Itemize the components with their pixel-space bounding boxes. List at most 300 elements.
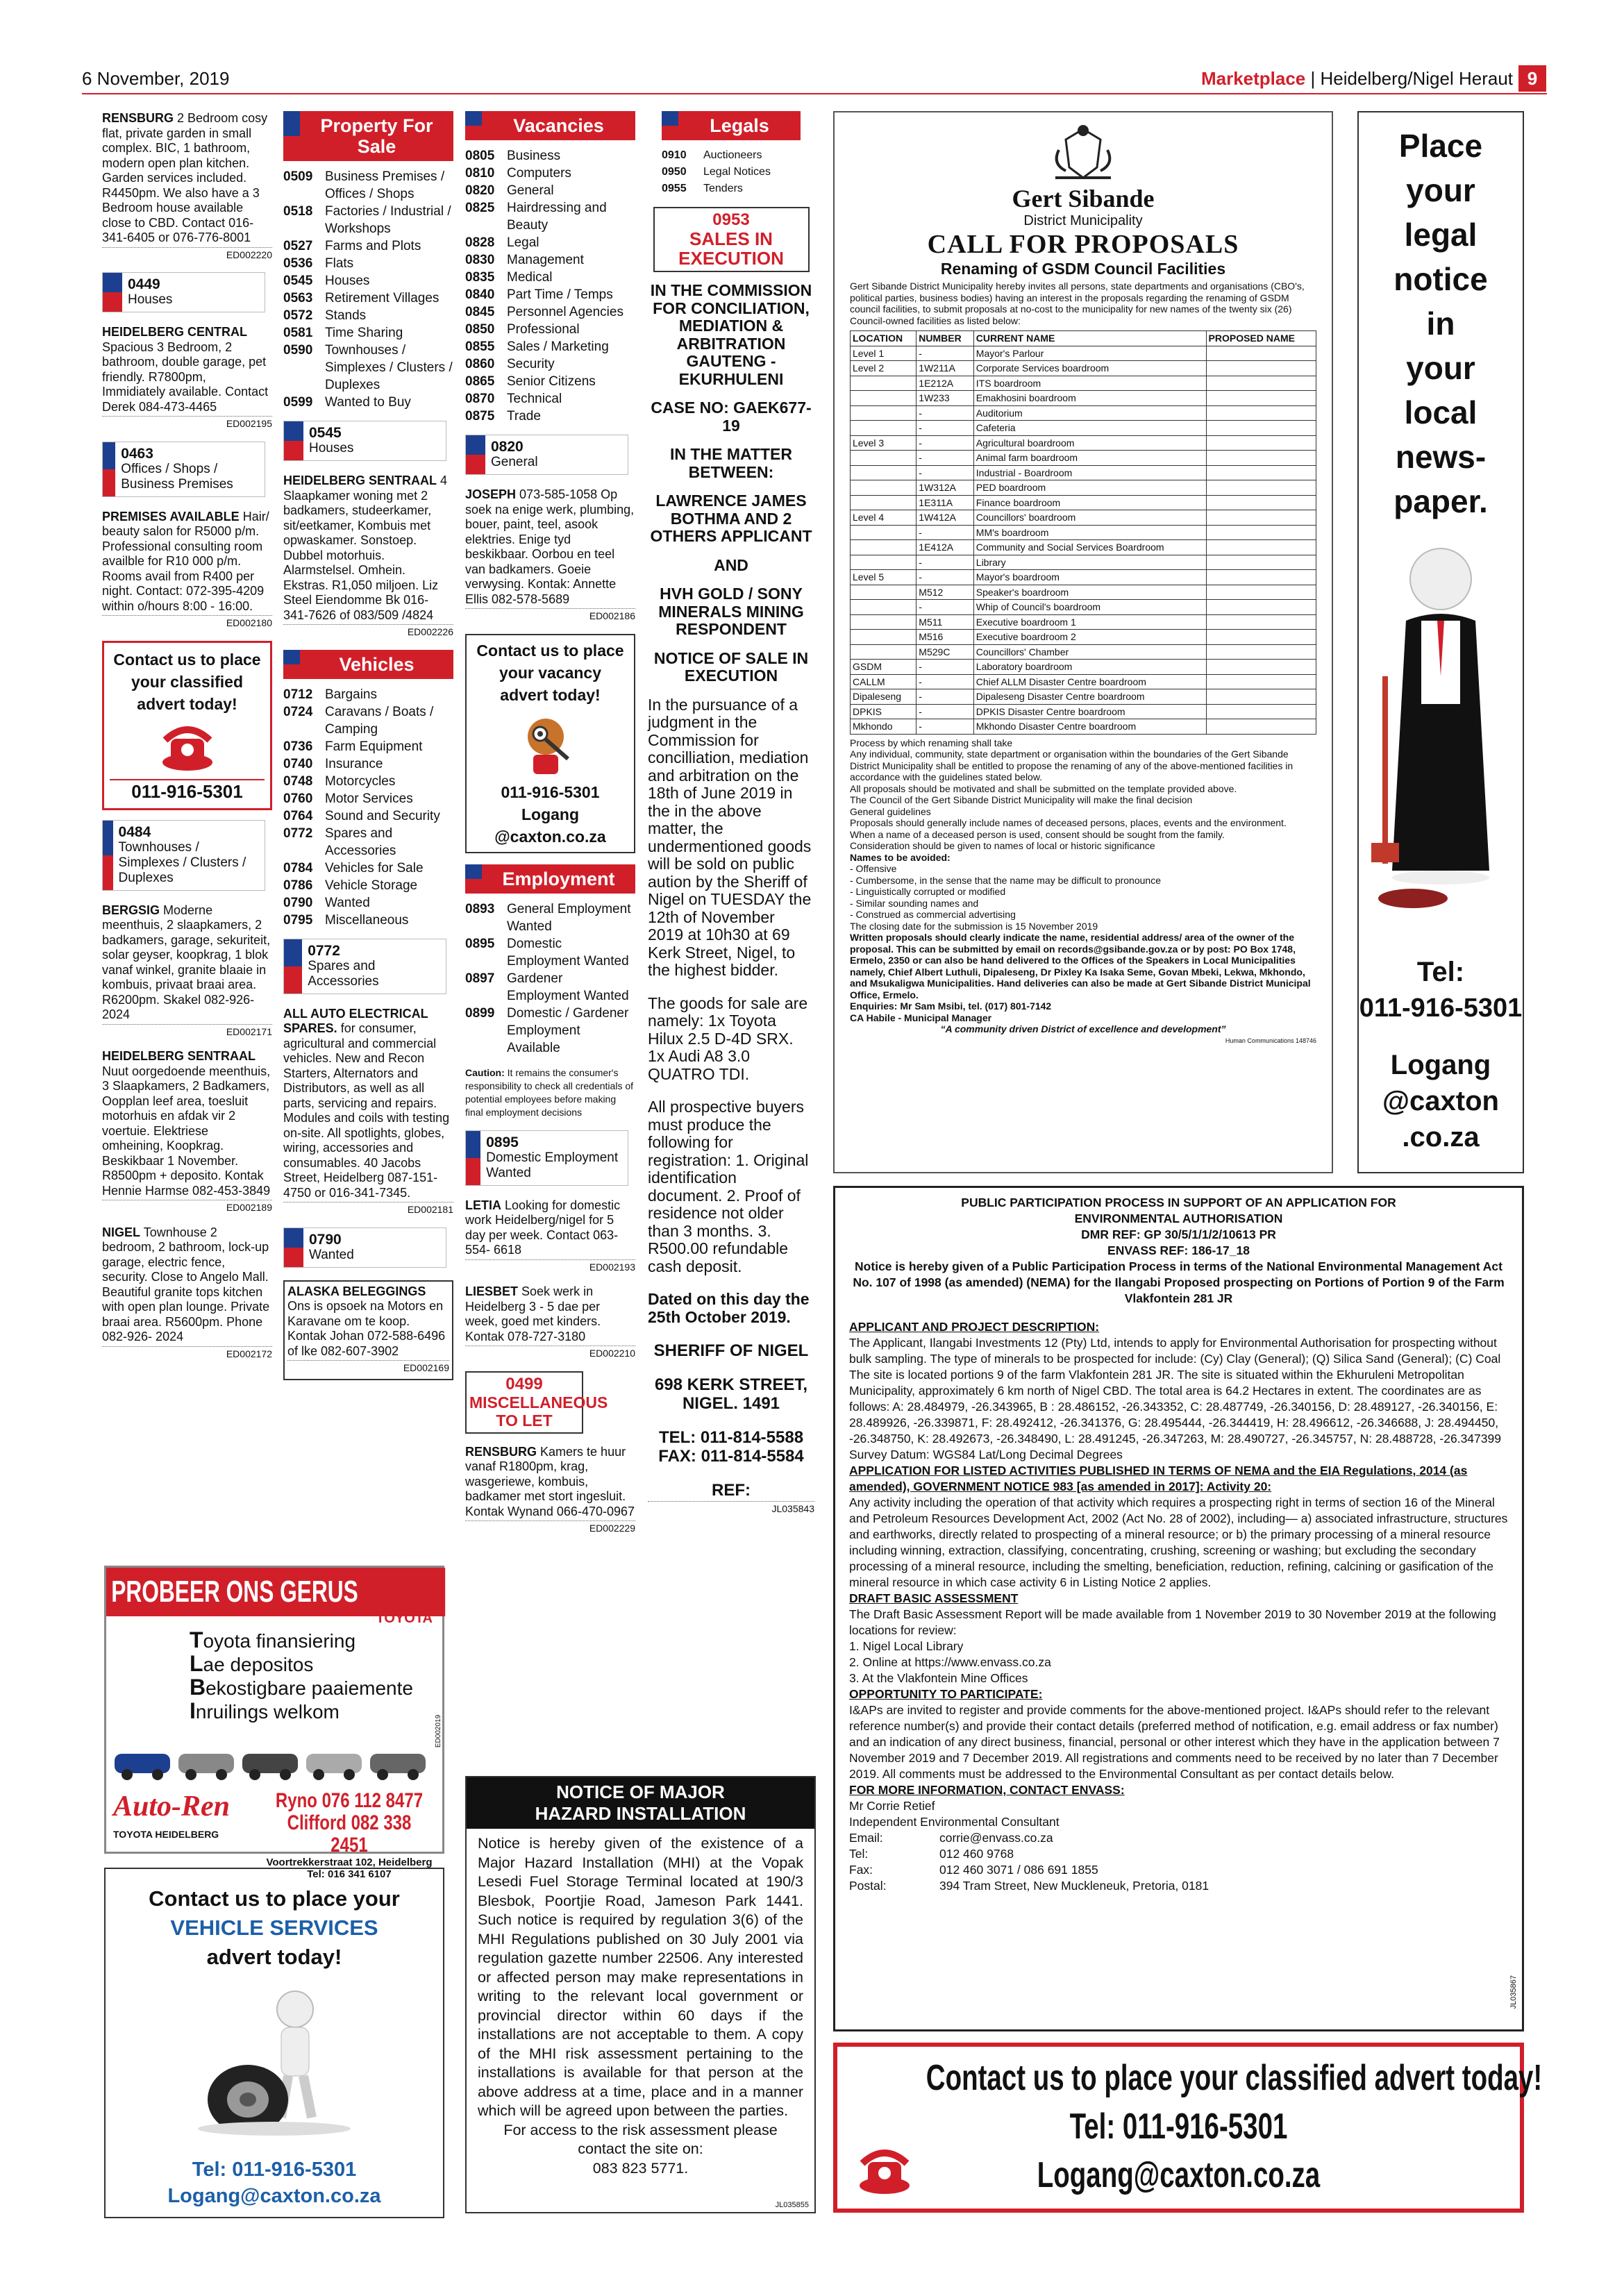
promo-word: news-: [1395, 439, 1487, 475]
promo-heading: [1359, 124, 1523, 523]
category-number: 0810: [465, 166, 495, 181]
list-item[interactable]: [283, 825, 453, 860]
court-heading: IN THE MATTER BETWEEN:: [670, 445, 792, 481]
category-number: 0590: [283, 343, 313, 358]
contact-value: corrie@envass.co.za: [939, 1831, 1053, 1845]
table-cell: Dipaleseng: [851, 689, 916, 705]
promo-contact-name: Logang: [1390, 1050, 1491, 1080]
section-header: [1201, 68, 1513, 90]
header-rule: [82, 93, 1547, 94]
category-label: Vehicle Storage: [325, 878, 418, 893]
table-row: [851, 510, 1316, 526]
notice-body: In the pursuance of a judgment in the Commission for concilliation, mediation and arbitration on the 18th of June 2019 in the in the above matter, the undermentioned goods will be sold on public aution by the Sheriff of Nigel on TUESDAY the 12th of November 2019 at 10h30 at 69 Kerk Street, Nigel, to the highest bidder.: [648, 695, 812, 979]
category-number: 0572: [283, 308, 313, 323]
section-name: Marketplace: [1200, 68, 1306, 89]
table-cell: Level 2: [851, 361, 916, 376]
table-cell: Councillors' Chamber: [973, 644, 1206, 660]
list-item[interactable]: [283, 894, 453, 912]
guidelines: [850, 737, 1316, 852]
ad-reference: JL035843: [648, 1501, 814, 1517]
classified-ad: RENSBURG Kamers te huur vanaf R1800pm, krag, wasgeriewe, kombuis, badkamer met stort ingesluit. Kontak Wynand 066-470-0967 ED002229: [465, 1445, 635, 1536]
list-item[interactable]: [465, 251, 635, 269]
table-cell: -: [916, 346, 973, 361]
list-item[interactable]: [283, 237, 453, 255]
list-item[interactable]: [283, 773, 453, 790]
court-heading: NOTICE OF SALE IN EXECUTION: [653, 648, 809, 685]
phone-icon: [850, 2137, 919, 2199]
category-label: Business Premises / Offices / Shops: [325, 169, 445, 201]
category-tile-spares[interactable]: 0772 Spares and Accessories: [283, 939, 446, 994]
category-number: 0518: [283, 204, 313, 219]
category-number: 0712: [283, 687, 313, 702]
sheriff-name: SHERIFF OF NIGEL: [653, 1341, 809, 1360]
guideline-text: All proposals should be motivated and shall be submitted on the template provided above.: [850, 782, 1237, 794]
contact-row: [849, 1862, 1508, 1878]
table-row: [851, 674, 1316, 689]
category-tile-offices[interactable]: 0463 Offices / Shops / Business Premises: [102, 442, 265, 497]
table-cell: [851, 451, 916, 466]
table-row: [851, 704, 1316, 719]
table-cell: Mkhondo Disaster Centre boardroom: [973, 719, 1206, 735]
list-item[interactable]: [283, 272, 453, 290]
table-cell: Finance boardroom: [973, 495, 1206, 510]
guideline-text: The Council of the Gert Sibande District Municipality will make the final decision: [850, 794, 1193, 805]
table-cell: 1E311A: [916, 495, 973, 510]
mhi-notice: [465, 1776, 816, 2213]
table-cell: 1W233: [916, 391, 973, 406]
category-label: General Employment Wanted: [507, 901, 631, 934]
table-cell: Community and Social Services Boardroom: [973, 540, 1206, 555]
guideline-text: Process by which renaming shall take: [850, 737, 1013, 748]
table-cell: [851, 421, 916, 436]
promo-email-part1[interactable]: @caxton: [1382, 1086, 1499, 1116]
category-label: Management: [507, 253, 584, 267]
list-item[interactable]: [283, 912, 453, 929]
feature-initial: I: [190, 1698, 196, 1723]
table-cell: -: [916, 421, 973, 436]
list-item[interactable]: [283, 394, 453, 411]
list-item[interactable]: [465, 147, 635, 165]
notice-date: Dated on this day the 25th October 2019.: [648, 1290, 810, 1326]
list-item[interactable]: [465, 338, 635, 355]
category-number: 0825: [465, 201, 495, 215]
dealer-logo: Auto-Ren: [113, 1791, 231, 1822]
table-cell: [851, 585, 916, 600]
category-tile-houses[interactable]: 0545 Houses: [283, 421, 446, 461]
category-tile-wanted[interactable]: 0790 Wanted: [283, 1227, 446, 1268]
coat-of-arms-icon: [1045, 122, 1121, 185]
feature-text: nruilings welkom: [195, 1701, 340, 1723]
table-cell: DPKIS Disaster Centre boardroom: [973, 704, 1206, 719]
guideline-text: Proposals should generally include names of deceased persons, places, events and the environment.: [850, 817, 1287, 828]
contact-row: [849, 1846, 1508, 1862]
category-label: Townhouses / Simplexes / Clusters / Duplexes: [325, 343, 453, 392]
list-item[interactable]: [465, 373, 635, 390]
table-row: [851, 644, 1316, 660]
column-2: [283, 111, 453, 1390]
pp-consultant: Mr Corrie Retief: [849, 1799, 935, 1813]
pp-paragraph: Any activity including the operation of that activity which requires a prospecting right in terms of section 16 of the Mineral and Petroleum Resources Development Act, 2002 (Act No. 28 of 2002), including— a) associated infrastructure, structures and earthworks, directly related to prospecting of a mineral resource; or b) the primary processing of a mineral resource including winning, extraction, classifying, concentrating, crushing, screening or washing; but excluding the secondary processing of a mineral resource, including the smelting, beneficiation, reduction, refining, calcining or gasification of the mineral resource in which case activity 6 in Listing Notice 2 applies.: [849, 1495, 1508, 1589]
enquiries: Enquiries: Mr Sam Msibi, tel. (017) 801-7142: [850, 1000, 1052, 1012]
category-label: Legal: [507, 235, 539, 250]
table-cell: Corporate Services boardroom: [973, 361, 1206, 376]
notice-subtitle: Renaming of GSDM Council Facilities: [940, 260, 1226, 278]
category-label: General: [507, 183, 554, 198]
column-1: [102, 111, 272, 1371]
list-item[interactable]: [465, 321, 635, 338]
table-cell: [1206, 570, 1316, 585]
list-item[interactable]: [283, 790, 453, 807]
category-number: 0910: [662, 149, 687, 161]
table-cell: Level 5: [851, 570, 916, 585]
municipal-manager: CA Habile - Municipal Manager: [850, 1012, 992, 1023]
table-cell: Mayor's boardroom: [973, 570, 1206, 585]
table-cell: [1206, 674, 1316, 689]
list-item[interactable]: [465, 970, 635, 1005]
table-row: [851, 719, 1316, 735]
table-cell: 1W412A: [916, 510, 973, 526]
banner-email[interactable]: Logang@caxton.co.za: [1037, 2155, 1321, 2195]
classified-ad: ALL AUTO ELECTRICAL SPARES. for consumer, agricultural and commercial vehicles. New and Recon Starters, Alternators and Distributors, as well as all parts, servicing and repairs. Modules and coils with testing on-site. All spotlights, globes, wiring, accessories and consumables. 40 Jacobs Street, Heidelberg 087-151-4750 or 016-341-7345. ED002181: [283, 1007, 453, 1218]
table-row: [851, 421, 1316, 436]
category-number: 0527: [283, 239, 313, 253]
promo-line: Contact us to place your: [149, 1886, 400, 1911]
ad-reference: JL035855: [775, 2201, 809, 2209]
category-label: Hairdressing and Beauty: [507, 201, 607, 233]
dealer-contacts: Ryno 076 112 8477 Clifford 082 338 2451 Voortrekkerstraat 102, Heidelberg Tel: 016 341 6107: [266, 1789, 433, 1880]
table-cell: Councillors' boardroom: [973, 510, 1206, 526]
table-row: [851, 405, 1316, 421]
list-item[interactable]: [465, 269, 635, 286]
guideline-text: Consideration should be given to names of local or historic significance: [850, 840, 1155, 851]
category-number: 0509: [283, 169, 313, 184]
category-tile-townhouses[interactable]: 0484 Townhouses / Simplexes / Clusters / Duplexes: [102, 820, 265, 891]
guideline-text: General guidelines: [850, 805, 931, 817]
category-number: 0795: [283, 912, 313, 928]
table-row: [851, 391, 1316, 406]
table-cell: [1206, 465, 1316, 480]
toyota-feature: [190, 1676, 442, 1700]
table-cell: CALLM: [851, 674, 916, 689]
avoid-item: - Similar sounding names and: [850, 897, 979, 909]
classified-ad: NIGEL Townhouse 2 bedroom, 2 bathroom, lock-up garage, electric fence, security. Close to Angelo Mall. Beautiful granite tops kitchen with open plan lounge. Private braai area. R5600pm. Phone 082-926- 2024 ED002172: [102, 1225, 272, 1362]
sheriff-fax: FAX: 011-814-5584: [658, 1447, 804, 1466]
category-label: Sound and Security: [325, 808, 440, 823]
category-header-vacancies: Vacancies: [465, 111, 635, 140]
contact-box: Contact us to place your vacancy advert today! 011-916-5301 Logang @caxton.co.za: [465, 634, 635, 853]
category-label: Stands: [325, 308, 367, 323]
notice-title: CALL FOR PROPOSALS: [927, 230, 1239, 259]
promo-phone[interactable]: Tel: 011-916-5301: [192, 2159, 357, 2181]
court-heading: HVH GOLD / SONY MINERALS MINING RESPONDENT: [658, 585, 804, 638]
category-number: 0875: [465, 409, 495, 424]
public-participation-notice: [833, 1186, 1524, 2031]
classified-ad: RENSBURG 2 Bedroom cosy flat, private garden in small complex. BIC, 1 bathroom, modern open plan kitchen. Garden services included. R4450pm. We also have a 3 Bedroom house available close to CBD. Contact 016-341-6405 or 076-776-8001 ED002220: [102, 111, 272, 262]
toyota-logo: TOYOTA: [376, 1580, 433, 1627]
promo-word: your: [1406, 172, 1475, 208]
list-item[interactable]: [465, 408, 635, 425]
table-cell: [1206, 719, 1316, 735]
promo-email-part2[interactable]: .co.za: [1402, 1122, 1480, 1153]
category-tile-domestic[interactable]: 0895 Domestic Employment Wanted: [465, 1130, 628, 1186]
court-heading: IN THE COMMISSION FOR CONCILIATION, MEDIATION & ARBITRATION GAUTENG - EKURHULENI: [650, 281, 812, 388]
table-cell: [1206, 644, 1316, 660]
table-row: [851, 480, 1316, 496]
table-cell: Chief ALLM Disaster Centre boardroom: [973, 674, 1206, 689]
org-name: Gert Sibande: [1012, 185, 1155, 212]
contact-row: [849, 1878, 1508, 1894]
category-label: Retirement Villages: [325, 291, 440, 305]
judge-figure-icon: [1371, 537, 1510, 926]
list-item[interactable]: [465, 303, 635, 321]
issue-date: 6 November, 2019: [82, 68, 230, 89]
category-number: 0772: [283, 826, 313, 841]
list-item[interactable]: [283, 324, 453, 342]
category-list: [662, 147, 814, 197]
category-label: Flats: [325, 256, 354, 271]
list-item[interactable]: [465, 935, 635, 970]
pp-section: DRAFT BASIC ASSESSMENT: [849, 1591, 1019, 1605]
list-item[interactable]: [283, 686, 453, 703]
list-item[interactable]: [283, 290, 453, 307]
table-row: [851, 376, 1316, 391]
category-number: 0830: [465, 253, 495, 267]
list-item[interactable]: [465, 390, 635, 408]
classified-ad: LIESBET Soek werk in Heidelberg 3 - 5 dae per week, goed met kinders. Kontak 078-727-3180 ED002210: [465, 1284, 635, 1361]
category-label: Vehicles for Sale: [325, 860, 424, 875]
category-number: 0764: [283, 808, 313, 823]
guideline-text: Any individual, community, state department or organisation within the boundaries of the Gert Sibande District Municipality shall be entitled to propose the renaming of any of the above-mentioned facilities in accordance with the guidelines stated below.: [850, 748, 1294, 782]
table-row: [851, 495, 1316, 510]
table-cell: [1206, 600, 1316, 615]
category-label: Professional: [507, 322, 580, 337]
list-item[interactable]: [283, 738, 453, 755]
promo-phone[interactable]: 011-916-5301: [1359, 994, 1523, 1023]
toyota-advert: [104, 1566, 444, 1880]
category-list: [465, 900, 635, 1057]
table-cell: ITS boardroom: [973, 376, 1206, 391]
banner-phone[interactable]: Tel: 011-916-5301: [1069, 2106, 1288, 2147]
magnifier-mascot-icon: [512, 709, 589, 778]
category-number: 0870: [465, 392, 495, 406]
table-cell: M511: [916, 614, 973, 630]
promo-word: paper.: [1393, 483, 1488, 519]
feature-text: ae depositos: [203, 1654, 314, 1675]
table-cell: [1206, 660, 1316, 675]
table-cell: [851, 540, 916, 555]
classified-ad: HEIDELBERG CENTRAL Spacious 3 Bedroom, 2 bathroom, double garage, pet friendly. R7800pm, Immidiately available. Contact Derek 084-473-4465 ED002195: [102, 325, 272, 432]
category-label: Caravans / Boats / Camping: [325, 704, 434, 737]
table-cell: Executive boardroom 1: [973, 614, 1206, 630]
table-cell: MM's boardroom: [973, 525, 1206, 540]
table-row: [851, 555, 1316, 570]
list-item[interactable]: [465, 286, 635, 303]
list-item[interactable]: [283, 755, 453, 773]
category-number: 0860: [465, 357, 495, 371]
location-item: 2. Online at https://www.envass.co.za: [849, 1655, 1051, 1669]
list-item[interactable]: [465, 182, 635, 199]
page-number: 9: [1518, 65, 1546, 92]
contact-value: 012 460 9768: [939, 1847, 1014, 1861]
category-number: 0599: [283, 395, 313, 410]
list-item[interactable]: [283, 307, 453, 324]
table-cell: [1206, 421, 1316, 436]
table-cell: Library: [973, 555, 1206, 570]
list-item[interactable]: [662, 147, 814, 164]
category-number: 0820: [465, 183, 495, 198]
table-cell: 1E412A: [916, 540, 973, 555]
category-label: Bargains: [325, 687, 377, 702]
table-cell: 1W211A: [916, 361, 973, 376]
list-item[interactable]: [465, 165, 635, 182]
table-cell: [851, 555, 916, 570]
list-item[interactable]: [283, 203, 453, 237]
toyota-logo-icon: [381, 1580, 427, 1611]
list-item[interactable]: [283, 877, 453, 894]
ad-reference: ED002019: [434, 1714, 442, 1748]
category-number: 0828: [465, 235, 495, 250]
table-cell: [1206, 480, 1316, 496]
dealer-name: TOYOTA HEIDELBERG: [113, 1829, 219, 1840]
sales-execution-box[interactable]: 0953 SALES IN EXECUTION: [653, 207, 810, 272]
feature-initial: T: [190, 1627, 203, 1652]
category-label: Time Sharing: [325, 326, 403, 340]
category-list: [283, 168, 453, 411]
table-row: [851, 600, 1316, 615]
court-heading: LAWRENCE JAMES BOTHMA AND 2 OTHERS APPLICANT: [650, 492, 812, 545]
contact-value: 394 Tram Street, New Muckleneuk, Pretoria, 0181: [939, 1879, 1209, 1893]
table-cell: Whip of Council's boardroom: [973, 600, 1206, 615]
table-row: [851, 361, 1316, 376]
category-number: 0840: [465, 287, 495, 302]
table-cell: [1206, 630, 1316, 645]
category-label: Medical: [507, 270, 553, 285]
table-cell: Mayor's Parlour: [973, 346, 1206, 361]
table-cell: -: [916, 660, 973, 675]
column-4: [648, 111, 814, 1517]
category-label: Computers: [507, 166, 571, 181]
pp-section: FOR MORE INFORMATION, CONTACT ENVASS:: [849, 1783, 1125, 1797]
table-header: NUMBER: [916, 331, 973, 346]
list-item[interactable]: [283, 168, 453, 203]
intro-text: Gert Sibande District Municipality hereby invites all persons, state departments and organisations (CBO's, political parties, business bodies) having an interest in the proposals regarding the renaming of GSDM council facilities, to submit proposals at no-cost to the municipality for new names of the twenty six (26) Council-owned facilities as listed below:: [850, 280, 1305, 326]
toyota-feature: [190, 1652, 442, 1676]
table-cell: Animal farm boardroom: [973, 451, 1206, 466]
table-cell: [851, 465, 916, 480]
table-cell: [851, 376, 916, 391]
category-tile-houses[interactable]: 0449 Houses: [102, 272, 265, 312]
category-label: Trade: [507, 409, 541, 424]
category-number: 0845: [465, 305, 495, 319]
category-number: 0895: [465, 936, 495, 951]
table-cell: Speaker's boardroom: [973, 585, 1206, 600]
list-item[interactable]: [283, 703, 453, 738]
category-number: 0740: [283, 756, 313, 771]
contact-value: 012 460 3071 / 086 691 1855: [939, 1863, 1098, 1877]
table-cell: GSDM: [851, 660, 916, 675]
category-label: Spares and Accessories: [325, 826, 396, 858]
category-tile-general[interactable]: 0820 General: [465, 435, 628, 475]
category-number: 0563: [283, 291, 313, 305]
table-cell: [1206, 540, 1316, 555]
vehicle-services-promo: [104, 1868, 444, 2218]
list-item[interactable]: [662, 181, 814, 197]
category-label: Security: [507, 357, 555, 371]
table-cell: [1206, 585, 1316, 600]
table-cell: [851, 495, 916, 510]
toyota-headline: PROBEER ONS GERUS: [106, 1568, 445, 1616]
pp-notice: Notice is hereby given of a Public Participation Process in terms of the National Environmental Management Act No. 107 of 1998 (as amended) (NEMA) for the Ilangabi Proposed prospecting on Portions of Portion 9 of the Farm Vlakfontein 281 JR: [853, 1259, 1505, 1305]
list-item[interactable]: [465, 900, 635, 935]
category-number: 0736: [283, 739, 313, 754]
category-number: 0724: [283, 704, 313, 719]
category-header-property: Property For Sale: [283, 111, 453, 161]
list-item[interactable]: [465, 234, 635, 251]
category-number: 0893: [465, 901, 495, 916]
table-cell: -: [916, 525, 973, 540]
table-cell: [1206, 704, 1316, 719]
category-number: 0850: [465, 322, 495, 337]
table-cell: [851, 405, 916, 421]
mhi-phone[interactable]: 083 823 5771.: [592, 2159, 689, 2177]
category-label: Wanted to Buy: [325, 395, 411, 410]
pp-paragraph: I&APs are invited to register and provide comments for the above-mentioned project. I&APs should refer to the relevant reference number(s) and provide their contact details (preferred method of notification, e.g. email address or fax number) and an indication of any direct business, financial, personal or other interest which they have in the application between 7 November 2019 and 7 December 2019. All registrations and comments need to be received by no later than 7 December 2019. All comments must be addressed to the Environmental Consultant as per contact details below.: [849, 1703, 1500, 1781]
list-item[interactable]: [283, 255, 453, 272]
table-cell: [1206, 451, 1316, 466]
classified-ad: LETIA Looking for domestic work Heidelberg/nigel for 5 day per week. Contact 063-554- 6618 ED002193: [465, 1198, 635, 1275]
table-cell: -: [916, 435, 973, 451]
table-row: [851, 570, 1316, 585]
table-cell: -: [916, 465, 973, 480]
category-header-legals: Legals: [662, 111, 801, 140]
promo-word: in: [1426, 305, 1455, 342]
promo-word: legal: [1404, 217, 1477, 253]
category-label: Legal Notices: [703, 166, 771, 178]
guideline-text: When a name of a deceased person is used, consent should be sought from the family.: [850, 828, 1225, 840]
gsdm-proposals-notice: [833, 111, 1333, 1173]
category-number: 0790: [283, 895, 313, 910]
promo-word: local: [1404, 394, 1477, 430]
table-header: PROPOSED NAME: [1206, 331, 1316, 346]
column-3: [465, 111, 635, 1546]
table-row: [851, 585, 1316, 600]
court-notice-headings: [648, 282, 814, 685]
list-item[interactable]: [283, 807, 453, 825]
table-cell: [851, 480, 916, 496]
category-number: 0760: [283, 791, 313, 806]
misc-category-box[interactable]: 0499 MISCELLANEOUS TO LET: [465, 1371, 583, 1434]
list-item[interactable]: [465, 1005, 635, 1057]
table-cell: -: [916, 600, 973, 615]
list-item[interactable]: [465, 199, 635, 234]
list-item[interactable]: [465, 355, 635, 373]
pp-heading: PUBLIC PARTICIPATION PROCESS IN SUPPORT OF AN APPLICATION FOR ENVIRONMENTAL AUTHORISATION DMR REF: GP 30/5/1/1/2/10613 PR ENVASS REF: 186-17_18: [961, 1196, 1396, 1257]
table-cell: [851, 391, 916, 406]
category-label: Gardener Employment Wanted: [507, 971, 629, 1003]
category-number: 0955: [662, 183, 687, 194]
category-number: 0855: [465, 340, 495, 354]
promo-email[interactable]: Logang@caxton.co.za: [167, 2185, 381, 2207]
table-cell: Auditorium: [973, 405, 1206, 421]
list-item[interactable]: [662, 164, 814, 181]
list-item[interactable]: [283, 860, 453, 877]
list-item[interactable]: [283, 342, 453, 394]
table-cell: -: [916, 555, 973, 570]
category-list: [465, 147, 635, 425]
category-label: Motorcycles: [325, 773, 396, 789]
promo-word: your: [1406, 350, 1475, 386]
table-cell: [1206, 376, 1316, 391]
